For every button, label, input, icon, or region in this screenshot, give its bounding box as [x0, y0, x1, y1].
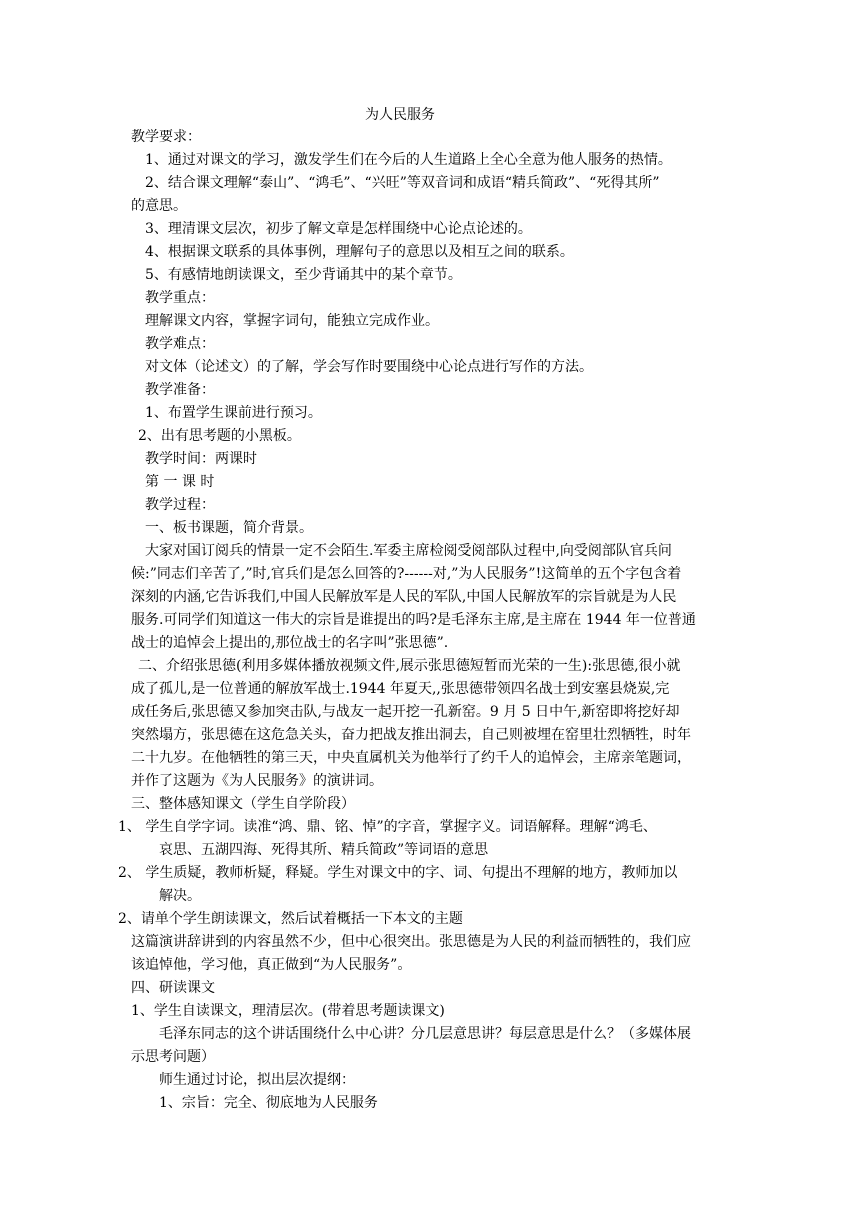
text-line: 成任务后,张思德又参加突击队,与战友一起开挖一孔新窑。9 月 5 日中午,新窑即将挖好却	[131, 704, 680, 720]
text-line: 2、请单个学生朗读课文，然后试着概括一下本文的主题	[118, 911, 463, 927]
text-line: 教学难点：	[145, 336, 215, 352]
text-line: 成了孤儿,是一位普通的解放军战士.1944 年夏天,,张思德带领四名战士到安塞县烧炭,完	[131, 681, 670, 697]
text-line: 2、结合课文理解“泰山”、“鸿毛”、“兴旺”等双音词和成语“精兵简政”、“死得其所”	[145, 175, 660, 191]
text-line: 1、布置学生课前进行预习。	[145, 405, 322, 421]
text-line: 服务.可同学们知道这一伟大的宗旨是谁提出的吗?是毛泽东主席,是主席在 1944 年一位普通	[131, 612, 696, 628]
text-line: 示思考问题）	[131, 1049, 215, 1065]
text-line: 1、宗旨：完全、彻底地为人民服务	[159, 1095, 378, 1111]
text-line: 解决。	[159, 888, 201, 904]
text-line: 二十九岁。在他牺牲的第三天，中央直属机关为他举行了约千人的追悼会，主席亲笔题词，	[131, 750, 691, 766]
text-line: 教学重点：	[145, 290, 215, 306]
text-line: 哀思、五湖四海、死得其所、精兵简政”等词语的意思	[159, 842, 489, 858]
text-line: 二、介绍张思德(利用多媒体播放视频文件,展示张思德短暂而光荣的一生):张思德,很小就	[138, 658, 681, 674]
text-line: 三、整体感知课文（学生自学阶段）	[131, 796, 355, 812]
text-line: 战士的追悼会上提出的,那位战士的名字叫”张思德”.	[131, 635, 449, 651]
text-line: 并作了这题为《为人民服务》的演讲词。	[131, 773, 383, 789]
text-line: 师生通过讨论，拟出层次提纲：	[159, 1072, 355, 1088]
text-line: 理解课文内容，掌握字词句，能独立完成作业。	[145, 313, 439, 329]
text-line: 的意思。	[131, 198, 187, 214]
text-line: 2、 学生质疑，教师析疑，释疑。学生对课文中的字、词、句提出不理解的地方，教师加以	[118, 865, 678, 881]
text-line: 一、板书课题，简介背景。	[145, 520, 313, 536]
text-line: 教学过程：	[145, 497, 215, 513]
text-line: 5、有感情地朗读课文，至少背诵其中的某个章节。	[145, 267, 462, 283]
text-line: 突然塌方，张思德在这危急关头，奋力把战友推出洞去，自己则被埋在窑里壮烈牺牲，时年	[131, 727, 691, 743]
text-line: 候:”同志们辛苦了,”时,官兵们是怎么回答的?------对,”为人民服务”!这简单的五个字包含着	[131, 566, 682, 582]
text-line: 这篇演讲辞讲到的内容虽然不少，但中心很突出。张思德是为人民的利益而牺牲的，我们应	[131, 934, 691, 950]
text-line: 教学要求：	[131, 129, 201, 145]
text-line: 对文体（论述文）的了解，学会写作时要围绕中心论点进行写作的方法。	[145, 359, 593, 375]
text-line: 1、学生自读课文，理清层次。(带着思考题读课文)	[131, 1003, 445, 1019]
text-line: 大家对国订阅兵的情景一定不会陌生.军委主席检阅受阅部队过程中,向受阅部队官兵问	[145, 543, 672, 559]
text-line: 1、 学生自学字词。读准“鸿、鼎、铭、悼”的字音，掌握字义。词语解释。理解“鸿毛、	[118, 819, 657, 835]
text-line: 四、研读课文	[131, 980, 215, 996]
text-line: 4、根据课文联系的具体事例，理解句子的意思以及相互之间的联系。	[145, 244, 574, 260]
text-line: 3、理清课文层次，初步了解文章是怎样围绕中心论点论述的。	[145, 221, 532, 237]
text-line: 2、出有思考题的小黑板。	[138, 428, 301, 444]
text-line: 该追悼他，学习他，真正做到“为人民服务”。	[131, 957, 412, 973]
text-line: 教学时间：两课时	[145, 451, 257, 467]
text-line: 毛泽东同志的这个讲话围绕什么中心讲？分几层意思讲？每层意思是什么？（多媒体展	[159, 1026, 691, 1042]
text-line: 深刻的内涵,它告诉我们,中国人民解放军是人民的军队,中国人民解放军的宗旨就是为人民	[131, 589, 677, 605]
text-line: 1、通过对课文的学习，激发学生们在今后的人生道路上全心全意为他人服务的热情。	[145, 152, 672, 168]
document-title: 为人民服务	[365, 107, 435, 123]
text-line: 第 一 课 时	[145, 474, 215, 490]
text-line: 教学准备：	[145, 382, 215, 398]
